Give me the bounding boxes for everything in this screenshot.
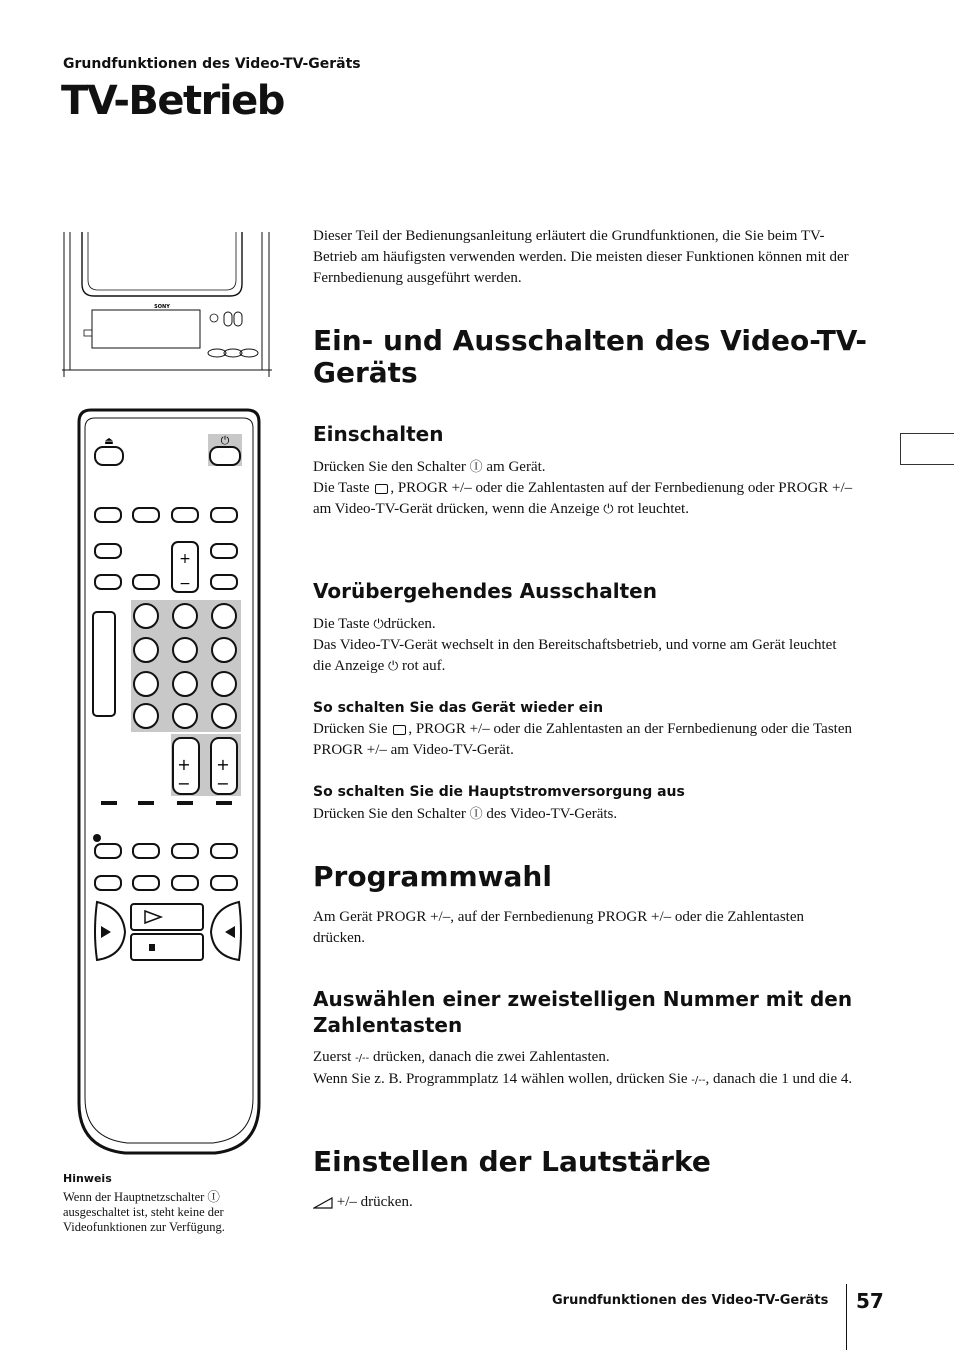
- volume-text: +/– drücken.: [313, 1192, 853, 1213]
- heading-volume: Einstellen der Lautstärke: [313, 1145, 711, 1178]
- heading-standby: Vorübergehendes Ausschalten: [313, 579, 657, 603]
- two-digit-symbol: -/--: [691, 1075, 706, 1086]
- main-power-off-text: Drücken Sie den Schalter Ⓘ des Video-TV-Geräts.: [313, 804, 853, 825]
- two-digit-text: Zuerst -/-- drücken, danach die zwei Zahlentasten. Wenn Sie z. B. Programmplatz 14 wählen wollen, drücken Sie -/--, danach die 1 und die 4.: [313, 1049, 853, 1087]
- svg-text:−: −: [179, 576, 191, 592]
- svg-text:−: −: [216, 774, 230, 793]
- heading-main-power-off: So schalten Sie die Hauptstromversorgung aus: [313, 784, 685, 800]
- intro-paragraph: Dieser Teil der Bedienungsanleitung erläutert die Grundfunktionen, die Sie beim TV-Betrieb am häufigsten verwenden werden. Die meisten dieser Funktionen können mit der Fernbedienung ausgeführt werden.: [313, 228, 849, 286]
- section-kicker: Grundfunktionen des Video-TV-Geräts: [63, 56, 361, 72]
- note-text: Wenn der Hauptnetzschalter Ⓘ ausgeschaltet ist, steht keine der Videofunktionen zur Verfügung.: [63, 1190, 225, 1234]
- svg-text:⏏: ⏏: [104, 436, 114, 447]
- heading-switch-back-on: So schalten Sie das Gerät wieder ein: [313, 700, 604, 716]
- standby-text: Die Taste ⏻drücken. Das Video-TV-Gerät wechselt in den Bereitschaftsbetrieb, und vorne am Gerät leuchtet die Anzeige ⏻ rot auf.: [313, 614, 853, 677]
- note-title: Hinweis: [63, 1172, 112, 1185]
- standby-icon: ⏻: [387, 659, 399, 674]
- standby-icon: ⏻: [373, 617, 384, 632]
- svg-text:⏻: ⏻: [220, 434, 230, 447]
- svg-text:+: +: [177, 755, 191, 774]
- footer-divider: [846, 1284, 847, 1350]
- heading-two-digit: Auswählen einer zweistelligen Nummer mit den Zahlentasten: [313, 987, 853, 1037]
- brand-logo: SONY: [154, 304, 170, 310]
- switch-on-text: Drücken Sie den Schalter Ⓘ am Gerät. Die Taste , PROGR +/– oder die Zahlentasten auf der Fernbedienung oder PROGR +/– am Video-TV-Gerät drücken, wenn die Anzeige ⏻ rot leuchtet.: [313, 457, 853, 520]
- tv-icon: [375, 484, 388, 494]
- volume-wedge-icon: [313, 1197, 333, 1209]
- footer-section-title: Grundfunktionen des Video-TV-Geräts: [552, 1293, 829, 1308]
- program-text: Am Gerät PROGR +/–, auf der Fernbedienung PROGR +/– oder die Zahlentasten drücken.: [313, 909, 804, 946]
- page-title: TV-Betrieb: [61, 78, 284, 124]
- main-switch-icon: Ⓘ: [469, 460, 483, 475]
- standby-icon: ⏻: [603, 502, 614, 517]
- svg-text:+: +: [216, 755, 230, 774]
- svg-text:−: −: [177, 774, 191, 793]
- svg-text:+: +: [179, 551, 191, 567]
- heading-switch-on: Einschalten: [313, 422, 444, 446]
- remote-control-illustration: [75, 408, 265, 1160]
- two-digit-symbol: -/--: [355, 1053, 370, 1064]
- page-number: 57: [856, 1289, 884, 1313]
- chapter-tab: [900, 433, 954, 465]
- main-switch-icon: Ⓘ: [469, 807, 483, 822]
- tv-icon: [393, 725, 406, 735]
- switch-back-on-text: Drücken Sie , PROGR +/– oder die Zahlentasten an der Fernbedienung oder die Tasten PROGR +/– am Video-TV-Gerät.: [313, 721, 852, 758]
- heading-program: Programmwahl: [313, 860, 552, 893]
- tv-set-illustration: [62, 232, 272, 377]
- heading-power: Ein- und Ausschalten des Video-TV-Geräts: [313, 324, 868, 389]
